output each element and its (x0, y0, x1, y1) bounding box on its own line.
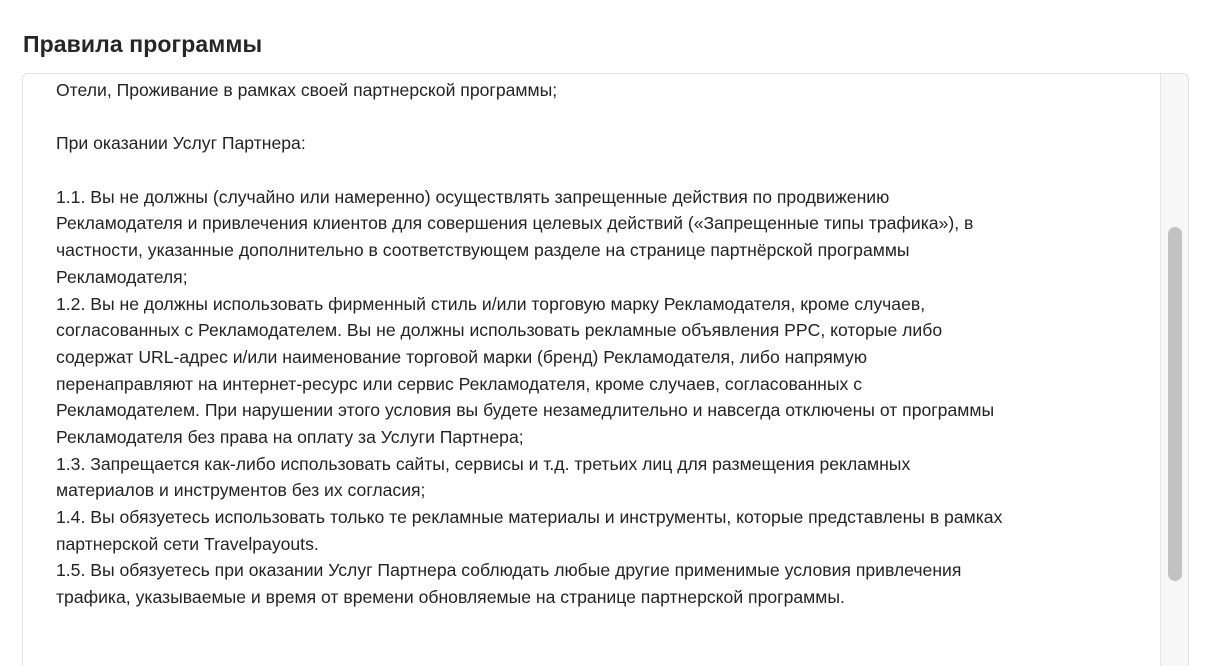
rules-blank-line (56, 157, 1146, 184)
rules-blank-line (56, 104, 1146, 131)
rules-line: партнерской сети Travelpayouts. (56, 533, 319, 554)
rules-line: Отели, Проживание в рамках своей партнерской программы; (56, 80, 558, 100)
rules-line: Рекламодателя; (56, 266, 188, 287)
rules-line: Рекламодателя без права на оплату за Услуги Партнера; (56, 426, 524, 447)
rules-line: Рекламодателя и привлечения клиентов для совершения целевых действий («Запрещенные типы трафика»), в (56, 213, 974, 234)
scrollbar-thumb[interactable] (1168, 227, 1182, 581)
rules-line: частности, указанные дополнительно в соответствующем разделе на странице партнёрской программы (56, 240, 910, 261)
rules-line: содержат URL-адрес и/или наименование торговой марки (бренд) Рекламодателя, либо напрямую (56, 346, 868, 367)
section-title: Правила программы (23, 31, 263, 57)
vertical-scrollbar[interactable] (1160, 74, 1188, 666)
rules-line: 1.3. Запрещается как-либо использовать сайты, сервисы и т.д. третьих лиц для размещения рекламных (56, 453, 911, 474)
rules-line: Рекламодателем. При нарушении этого условия вы будете незамедлительно и навсегда отключены от программы (56, 400, 995, 421)
rules-line: При оказании Услуг Партнера: (56, 133, 306, 154)
rules-line: 1.5. Вы обязуетесь при оказании Услуг Партнера соблюдать любые другие применимые условия привлечения (56, 560, 962, 581)
rules-line: материалов и инструментов без их согласия; (56, 480, 426, 501)
rules-line: 1.1. Вы не должны (случайно или намеренно) осуществлять запрещенные действия по продвижению (56, 186, 890, 207)
rules-text-box[interactable] (22, 73, 1189, 666)
rules-line: перенаправляют на интернет-ресурс или сервис Рекламодателя, кроме случаев, согласованных с (56, 373, 863, 394)
rules-content (56, 77, 1146, 611)
rules-line: 1.2. Вы не должны использовать фирменный стиль и/или торговую марку Рекламодателя, кроме случаев, (56, 293, 926, 314)
rules-line: 1.4. Вы обязуетесь использовать только те рекламные материалы и инструменты, которые представлены в рамках (56, 507, 1003, 527)
rules-line: трафика, указываемые и время от времени обновляемые на странице партнерской программы. (56, 587, 845, 608)
rules-line: согласованных с Рекламодателем. Вы не должны использовать рекламные объявления PPC, которые либо (56, 320, 943, 341)
